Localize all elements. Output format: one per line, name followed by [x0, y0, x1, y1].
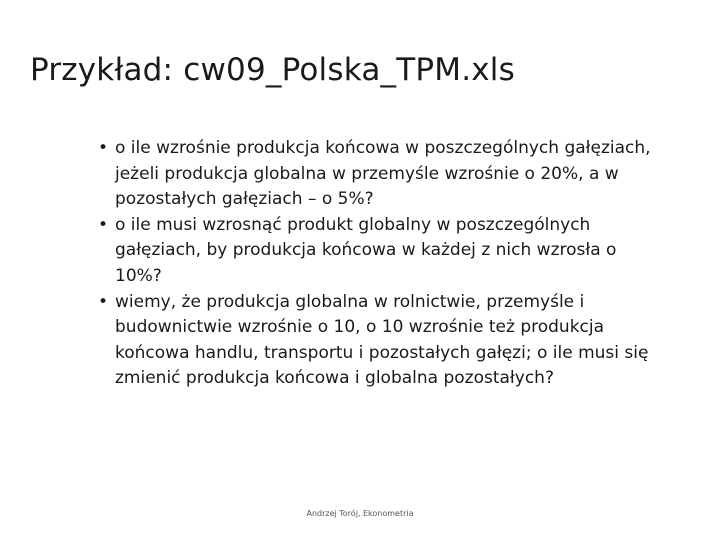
bullet-text: wiemy, że produkcja globalna w rolnictwie, przemyśle i budownictwie wzrośnie o 10, o 10 wzrośnie też produkcja końcowa handlu, transportu i pozostałych gałęzi; o ile musi się zmienić produkcja końcowa i globalna pozostałych? — [115, 291, 649, 389]
bullet-list — [98, 136, 658, 392]
bullet-item-global-product — [98, 213, 658, 290]
bullet-marker: • — [98, 291, 109, 312]
bullet-marker: • — [98, 138, 109, 158]
bullet-text: o ile musi wzrosnąć produkt globalny w poszczególnych gałęziach, by produkcja końcowa w każdej z nich wzrosła o 10%? — [115, 214, 617, 286]
bullet-item-other-sectors — [98, 290, 658, 392]
bullet-marker: • — [98, 214, 109, 235]
slide-title: Przykład: cw09_Polska_TPM.xls — [30, 52, 515, 88]
bullet-text: o ile wzrośnie produkcja końcowa w poszczególnych gałęziach, jeżeli produkcja globalna w przemyśle wzrośnie o 20%, a w pozostałych gałęziach – o 5%? — [115, 138, 651, 210]
slide-footer: Andrzej Torój, Ekonometria — [306, 509, 414, 518]
bullet-item-growth-industry — [98, 136, 658, 213]
